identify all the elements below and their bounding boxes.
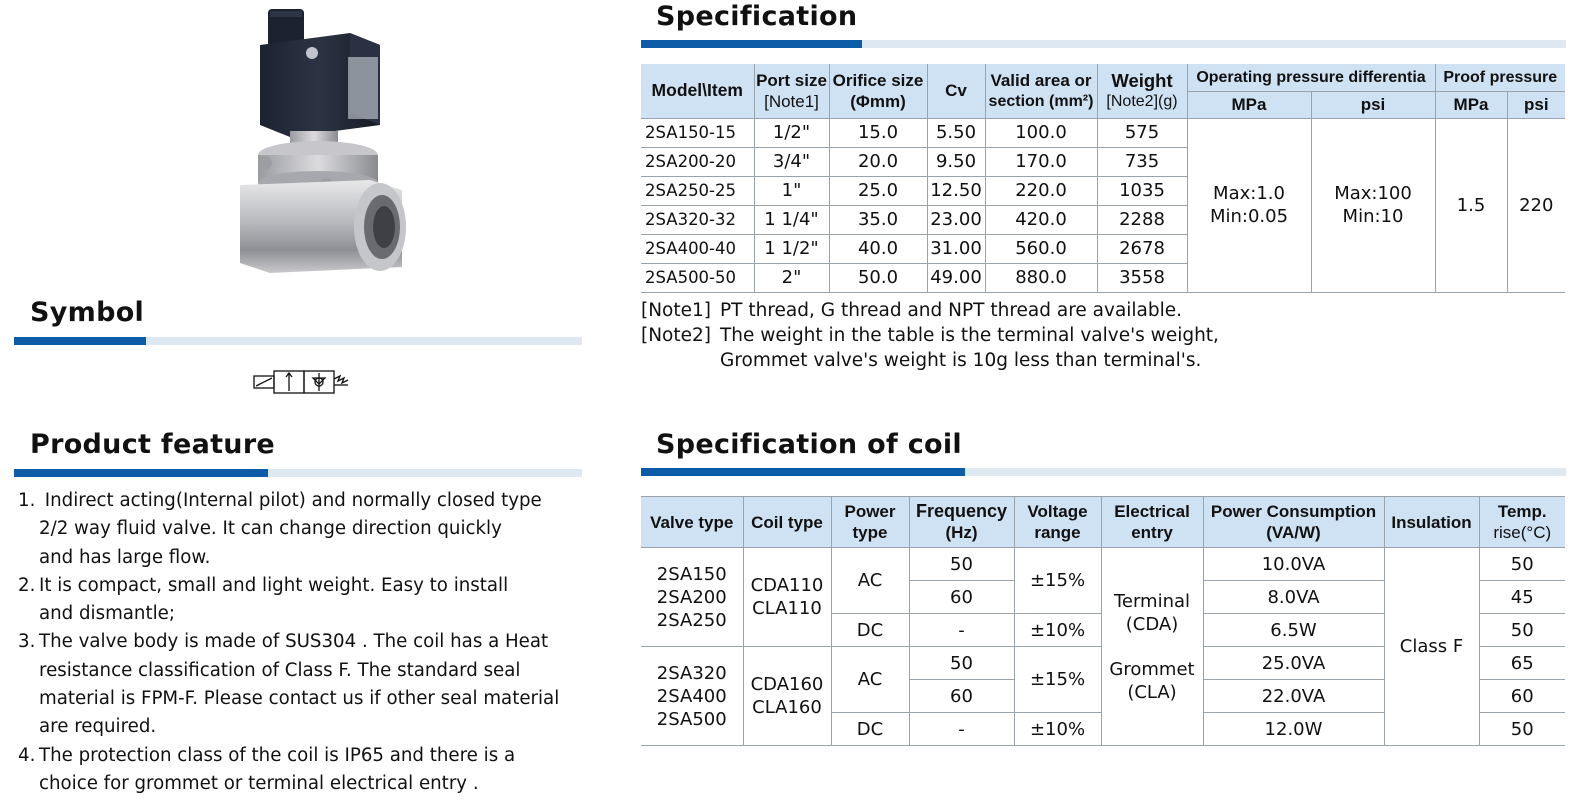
header-mpa: MPa xyxy=(1187,91,1311,118)
header-psi: psi xyxy=(1311,91,1435,118)
cell-weight: 1035 xyxy=(1097,176,1187,205)
section-title-coil: Specification of coil xyxy=(656,429,962,460)
cell-line: Max:100 xyxy=(1334,183,1412,204)
cell-temp: 65 xyxy=(1479,647,1565,680)
section-divider xyxy=(14,469,582,477)
cell-voltage: ±15% xyxy=(1014,548,1101,614)
feature-item xyxy=(18,572,593,629)
cell-temp: 50 xyxy=(1479,548,1565,581)
cell-port: 2" xyxy=(754,263,829,292)
cell-consumption: 6.5W xyxy=(1203,614,1384,647)
header-weight xyxy=(1097,64,1187,118)
cell-frequency: 60 xyxy=(909,581,1014,614)
cell-line: CDA110 xyxy=(750,575,824,596)
cell-model: 2SA320-32 xyxy=(641,205,754,234)
cell-cv: 9.50 xyxy=(927,147,985,176)
cell-consumption: 10.0VA xyxy=(1203,548,1384,581)
header-operating-pressure: Operating pressure differentia xyxy=(1187,64,1435,91)
cell-line: 2SA400 xyxy=(656,685,727,707)
cell-line: (CLA) xyxy=(1127,681,1177,703)
cell-valve-types xyxy=(641,548,743,647)
cell-port: 1" xyxy=(754,176,829,205)
cell-model: 2SA150-15 xyxy=(641,118,754,147)
cell-temp: 50 xyxy=(1479,614,1565,647)
cell-power-type: DC xyxy=(831,614,909,647)
cell-weight: 3558 xyxy=(1097,263,1187,292)
cell-orifice: 15.0 xyxy=(829,118,927,147)
header-line: [Note2](g) xyxy=(1106,92,1178,110)
header-line: Electrical xyxy=(1114,502,1190,521)
cell-area: 880.0 xyxy=(985,263,1097,292)
cell-cv: 23.00 xyxy=(927,205,985,234)
section-divider xyxy=(641,40,1566,48)
cell-weight: 735 xyxy=(1097,147,1187,176)
cell-coil-types xyxy=(743,548,831,647)
feature-line: are required. xyxy=(39,716,157,738)
cell-insulation: Class F xyxy=(1384,548,1479,746)
feature-number: 1. xyxy=(18,490,36,511)
cell-electrical-entry xyxy=(1101,548,1203,746)
header-line: type xyxy=(852,523,888,542)
cell-consumption: 25.0VA xyxy=(1203,647,1384,680)
cell-frequency: 50 xyxy=(909,647,1014,680)
feature-line: resistance classification of Class F. The standard seal xyxy=(39,659,521,681)
cell-line: 2SA150 xyxy=(656,563,727,585)
cell-line: Min:0.05 xyxy=(1209,206,1289,227)
cell-orifice: 25.0 xyxy=(829,176,927,205)
feature-number: 4. xyxy=(18,744,36,766)
cell-model: 2SA250-25 xyxy=(641,176,754,205)
header-cv: Cv xyxy=(927,64,985,118)
header-coil-type: Coil type xyxy=(743,497,831,548)
header-insulation: Insulation xyxy=(1384,497,1479,548)
cell-line: Grommet xyxy=(1109,658,1195,680)
cell-line: Max:1.0 xyxy=(1213,183,1285,204)
cell-orifice: 40.0 xyxy=(829,234,927,263)
feature-line: choice for grommet or terminal electrical entry . xyxy=(39,772,479,794)
cell-orifice: 50.0 xyxy=(829,263,927,292)
header-line: range xyxy=(1034,523,1081,542)
solenoid-valve-photo-icon xyxy=(230,5,415,277)
header-voltage-range xyxy=(1014,497,1101,548)
cell-temp: 45 xyxy=(1479,581,1565,614)
cell-weight: 2678 xyxy=(1097,234,1187,263)
cell-model: 2SA400-40 xyxy=(641,234,754,263)
section-divider xyxy=(14,337,582,345)
table-row xyxy=(641,548,1565,581)
feature-number: 3. xyxy=(18,631,36,653)
cell-area: 220.0 xyxy=(985,176,1097,205)
note-tag: [Note2] xyxy=(641,325,711,346)
header-line: (Φmm) xyxy=(850,91,906,111)
cell-model: 2SA500-50 xyxy=(641,263,754,292)
cell-power-type: AC xyxy=(831,647,909,713)
cell-frequency: 50 xyxy=(909,548,1014,581)
header-line: Frequency xyxy=(915,501,1008,521)
cell-line: 2SA500 xyxy=(656,708,727,730)
header-valve-type: Valve type xyxy=(641,497,743,548)
header-temp-rise xyxy=(1479,497,1565,548)
cell-area: 100.0 xyxy=(985,118,1097,147)
cell-proof-psi: 220 xyxy=(1507,118,1565,292)
cell-line: 2SA200 xyxy=(656,586,727,608)
cell-orifice: 20.0 xyxy=(829,147,927,176)
feature-list xyxy=(18,487,593,798)
header-line: rise(°C) xyxy=(1493,523,1552,542)
header-port-size xyxy=(754,64,829,118)
note-text: PT thread, G thread and NPT thread are available. xyxy=(720,300,1183,321)
cell-model: 2SA200-20 xyxy=(641,147,754,176)
feature-line: Indirect acting(Internal pilot) and normally closed type xyxy=(39,490,542,511)
feature-item xyxy=(18,487,593,572)
header-line: Voltage xyxy=(1027,502,1088,521)
valve-symbol-icon xyxy=(252,369,354,395)
cell-line: (CDA) xyxy=(1125,613,1179,635)
cell-port: 1 1/2" xyxy=(754,234,829,263)
cell-valve-types xyxy=(641,647,743,746)
section-title-specification: Specification xyxy=(656,1,858,32)
cell-cv: 49.00 xyxy=(927,263,985,292)
cell-consumption: 22.0VA xyxy=(1203,680,1384,713)
header-line: Power xyxy=(844,502,896,521)
header-line: (VA/W) xyxy=(1266,523,1321,542)
header-line: Temp. xyxy=(1497,502,1547,521)
cell-power-type: AC xyxy=(831,548,909,614)
cell-voltage: ±10% xyxy=(1014,713,1101,746)
cell-voltage: ±15% xyxy=(1014,647,1101,713)
cell-proof-mpa: 1.5 xyxy=(1435,118,1507,292)
cell-line: Min:10 xyxy=(1342,206,1404,227)
header-line: Valid area or xyxy=(990,70,1092,90)
cell-cv: 5.50 xyxy=(927,118,985,147)
header-model: Model\Item xyxy=(641,64,754,118)
cell-line: CDA160 xyxy=(750,674,824,695)
header-power-consumption xyxy=(1203,497,1384,548)
header-line: Power Consumption xyxy=(1210,502,1377,521)
feature-line: It is compact, small and light weight. Easy to install xyxy=(39,574,509,596)
section-divider xyxy=(641,468,1566,476)
cell-coil-types xyxy=(743,647,831,746)
note-tag: [Note1] xyxy=(641,300,711,321)
note-row xyxy=(641,323,1219,348)
feature-line: The valve body is made of SUS304 . The coil has a Heat xyxy=(39,631,549,653)
feature-number: 2. xyxy=(18,574,36,596)
cell-frequency: - xyxy=(909,713,1014,746)
cell-area: 170.0 xyxy=(985,147,1097,176)
note-continuation: Grommet valve's weight is 10g less than terminal's. xyxy=(720,350,1202,371)
cell-consumption: 8.0VA xyxy=(1203,581,1384,614)
specification-table xyxy=(641,64,1565,293)
header-line: [Note1] xyxy=(764,91,819,111)
table-row xyxy=(641,118,1565,147)
section-title-symbol: Symbol xyxy=(30,297,145,328)
coil-specification-table xyxy=(641,496,1565,746)
header-line: entry xyxy=(1131,523,1173,542)
table-notes xyxy=(641,298,1219,373)
feature-line: and has large flow. xyxy=(39,546,211,568)
cell-frequency: - xyxy=(909,614,1014,647)
cell-operating-psi xyxy=(1311,118,1435,292)
feature-line: material is FPM-F. Please contact us if other seal material xyxy=(39,688,560,710)
header-line: Port size xyxy=(756,70,827,90)
cell-weight: 2288 xyxy=(1097,205,1187,234)
header-line: section (mm²) xyxy=(988,92,1094,110)
feature-line: The protection class of the coil is IP65 and there is a xyxy=(39,744,516,766)
feature-item xyxy=(18,628,593,741)
feature-line: 2/2 way fluid valve. It can change direction quickly xyxy=(39,518,502,540)
header-power-type xyxy=(831,497,909,548)
feature-item xyxy=(18,742,593,799)
cell-area: 560.0 xyxy=(985,234,1097,263)
cell-line: 2SA250 xyxy=(656,609,727,631)
feature-line: and dismantle; xyxy=(39,603,175,625)
header-frequency xyxy=(909,497,1014,548)
header-line: Weight xyxy=(1111,69,1173,91)
section-title-product-feature: Product feature xyxy=(30,429,276,460)
cell-frequency: 60 xyxy=(909,680,1014,713)
header-valid-area xyxy=(985,64,1097,118)
cell-port: 3/4" xyxy=(754,147,829,176)
header-proof-psi: psi xyxy=(1507,91,1565,118)
header-proof-pressure: Proof pressure xyxy=(1435,64,1565,91)
cell-consumption: 12.0W xyxy=(1203,713,1384,746)
cell-operating-mpa xyxy=(1187,118,1311,292)
cell-line: CLA110 xyxy=(752,598,822,619)
note-row xyxy=(641,298,1219,323)
cell-orifice: 35.0 xyxy=(829,205,927,234)
header-line: Orifice size xyxy=(832,70,924,90)
cell-power-type: DC xyxy=(831,713,909,746)
header-orifice-size xyxy=(829,64,927,118)
cell-weight: 575 xyxy=(1097,118,1187,147)
cell-line: 2SA320 xyxy=(656,662,727,684)
cell-port: 1 1/4" xyxy=(754,205,829,234)
header-line: (Hz) xyxy=(945,523,978,542)
cell-line: CLA160 xyxy=(752,697,822,718)
cell-line: Terminal xyxy=(1113,590,1191,612)
note-text: The weight in the table is the terminal valve's weight, xyxy=(720,325,1219,346)
cell-cv: 12.50 xyxy=(927,176,985,205)
header-proof-mpa: MPa xyxy=(1435,91,1507,118)
header-electrical-entry xyxy=(1101,497,1203,548)
cell-area: 420.0 xyxy=(985,205,1097,234)
cell-voltage: ±10% xyxy=(1014,614,1101,647)
cell-cv: 31.00 xyxy=(927,234,985,263)
cell-temp: 50 xyxy=(1479,713,1565,746)
cell-temp: 60 xyxy=(1479,680,1565,713)
cell-port: 1/2" xyxy=(754,118,829,147)
